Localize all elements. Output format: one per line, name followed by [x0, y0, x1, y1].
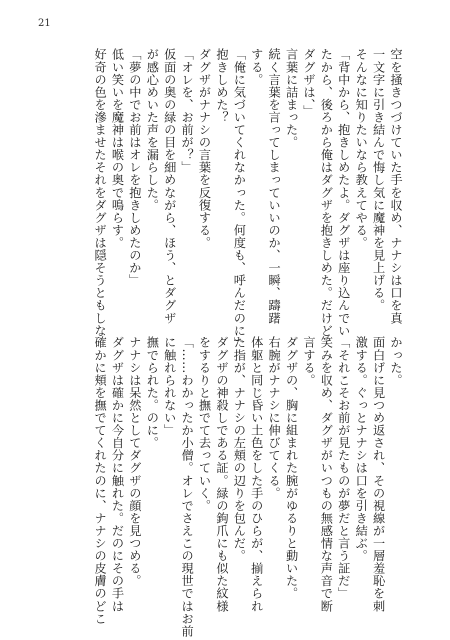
text-line: 「それこそお前が見たものが夢だと言う証だ」 — [336, 336, 351, 600]
text-line: たから、後ろから俺はダグザを抱きしめた。だけど — [319, 48, 334, 337]
text-line: 好奇の色を滲ませたそれをダグザは隠そうともしな — [93, 48, 108, 337]
text-line: そんなに知りたいなら教えてやる。 — [354, 48, 369, 249]
text-line: 右腕がナナシに伸びてくる。 — [267, 336, 282, 500]
text-line: 仮面の奥の緑の目を細めながら、ほう、とダグザ — [162, 48, 177, 325]
text-line: ダグザがナナシの言葉を反復する。 — [197, 48, 212, 249]
text-block-lower — [91, 336, 404, 638]
text-line: 空を掻きつづけていた手を収め、ナナシは口を真 — [389, 48, 403, 325]
page-number: 21 — [38, 18, 51, 29]
text-line: かった。 — [389, 336, 403, 387]
text-line: 激する。ぐっとナナシは口を引き結ぶ。 — [354, 336, 369, 562]
text-line: 低い笑いを魔神は喉の奥で鳴らす。 — [110, 48, 125, 249]
text-line: に触れられない」 — [162, 336, 177, 437]
text-line: ダグザの神殺しである証。緑の鉤爪にも似た紋様 — [214, 336, 229, 613]
text-line: 「背中から、抱きしめたよ。ダグザは座り込んでい — [336, 48, 351, 337]
text-line: ナナシは呆然としてダグザの顔を見つめる。 — [127, 336, 142, 587]
text-line: 面白げに見つめ返され、その視線が一層羞恥を刺 — [371, 336, 386, 613]
text-line: をするりと撫でて去っていく。 — [197, 336, 212, 512]
text-line: 続く言葉を言ってしまっていいのか、一瞬、躊躇 — [267, 48, 282, 325]
text-line: 「……わかったか小僧。オレでさえこの現世ではお前 — [180, 336, 195, 638]
text-line: ダグザは確かに今自分に触れた。だのにその手は — [110, 336, 125, 613]
text-line: ダグザの、胸に組まれた腕がゆるりと動いた。 — [284, 336, 299, 600]
text-line: 抱きしめた？ — [214, 48, 229, 124]
text-line: 撫でられた。のに。 — [145, 336, 160, 449]
text-line: た指が、ナナシの左頬の辺りを包んだ。 — [232, 336, 247, 562]
text-line: ダグザは、」 — [301, 48, 316, 118]
text-line: 体躯と同じ昏い土色をした手のひらが、揃えられ — [249, 336, 264, 613]
text-line: 言葉に詰まった。 — [284, 48, 299, 149]
text-line: が感心めいた声を漏らした。 — [145, 48, 160, 212]
text-line: 「俺に気づいてくれなかった。何度も、呼んだのに」 — [232, 48, 247, 350]
text-line: 一文字に引き結んで悔し気に魔神を見上げる。 — [371, 48, 386, 312]
text-line: 「夢の中でお前はオレを抱きしめたのか」 — [127, 48, 142, 287]
text-line: 「オレを、お前が？」 — [180, 48, 195, 174]
text-line: 笑みを収め、ダグザがいつもの無感情な声音で断 — [319, 336, 334, 613]
text-line: 確かに頬を撫でてくれたのに、ナナシの皮膚のどこ — [93, 336, 108, 625]
text-line: する。 — [249, 48, 264, 86]
text-block-upper — [91, 48, 404, 350]
text-line: 言する。 — [301, 336, 316, 387]
